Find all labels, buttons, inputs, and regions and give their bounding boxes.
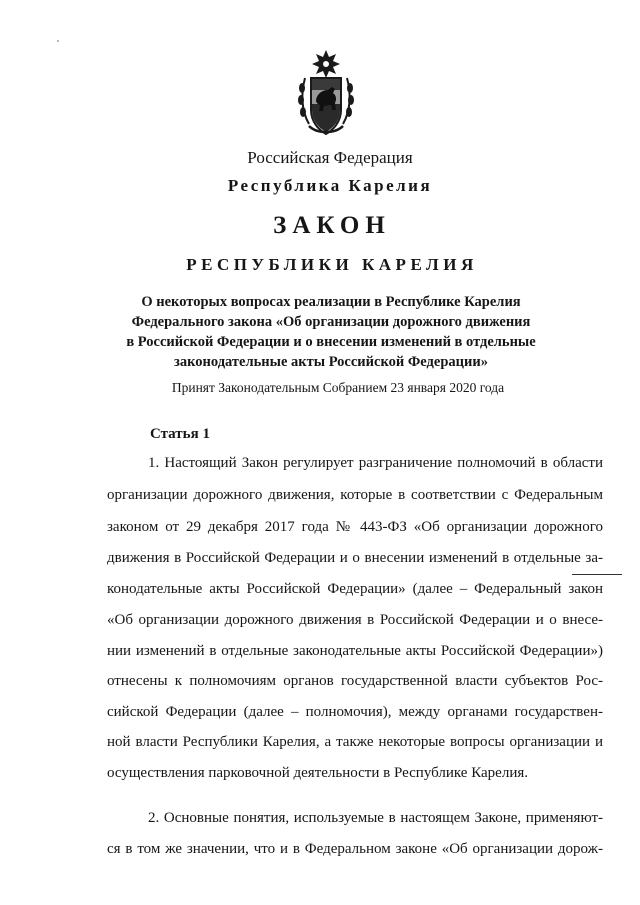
paragraph-line: 1. Настоящий Закон регулирует разграничение полномочий в области	[148, 455, 603, 471]
paragraph-line: «Об организации дорожного движения в Российской Федерации и о внесе-	[107, 612, 603, 628]
article-heading: Статья 1	[150, 426, 210, 442]
margin-pen-stroke	[572, 574, 622, 575]
law-name	[0, 292, 640, 372]
paragraph-line: организации дорожного движения, которые в соответствии с Федеральным	[107, 487, 603, 503]
coat-of-arms-emblem	[295, 48, 357, 140]
country-name: Российская Федерация	[247, 148, 413, 167]
paragraph-line: осуществления парковочной деятельности в Республике Карелия.	[107, 765, 529, 781]
scan-speck	[57, 40, 59, 42]
paragraph-line: сийской Федерации (далее – полномочия), между органами государствен-	[107, 704, 603, 720]
paragraph-line: законом от 29 декабря 2017 года № 443-ФЗ «Об организации дорожного	[107, 519, 603, 535]
law-name-line: в Российской Федерации и о внесении изменений в отдельные	[126, 334, 536, 350]
paragraph-line: ся в том же значении, что и в Федеральном законе «Об организации дорож-	[107, 841, 603, 857]
document-issuer: РЕСПУБЛИКИ КАРЕЛИЯ	[186, 255, 478, 274]
law-name-line: Федерального закона «Об организации дорожного движения	[131, 314, 531, 330]
paragraph-line: отнесены к полномочиям органов государственной власти субъектов Рос-	[107, 673, 603, 689]
document-type-title: ЗАКОН	[273, 212, 391, 239]
paragraph-line: ной власти Республики Карелия, а также некоторые вопросы организации и	[107, 734, 603, 750]
star-icon	[312, 50, 340, 78]
law-name-line: О некоторых вопросах реализации в Республике Карелия	[141, 294, 521, 310]
paragraph-line: конодательные акты Российской Федерации» (далее – Федеральный закон	[107, 581, 603, 597]
paragraph-line: 2. Основные понятия, используемые в настоящем Законе, применяют-	[148, 810, 603, 826]
law-name-line: законодательные акты Российской Федерации»	[174, 354, 488, 370]
paragraph-line: движения в Российской Федерации и о внесении изменений в отдельные за-	[107, 550, 603, 566]
republic-name: Республика Карелия	[227, 176, 433, 195]
paragraph-line: нии изменений в отдельные законодательные акты Российской Федерации»)	[107, 643, 603, 659]
adoption-date: Принят Законодательным Собранием 23 января 2020 года	[171, 380, 505, 395]
